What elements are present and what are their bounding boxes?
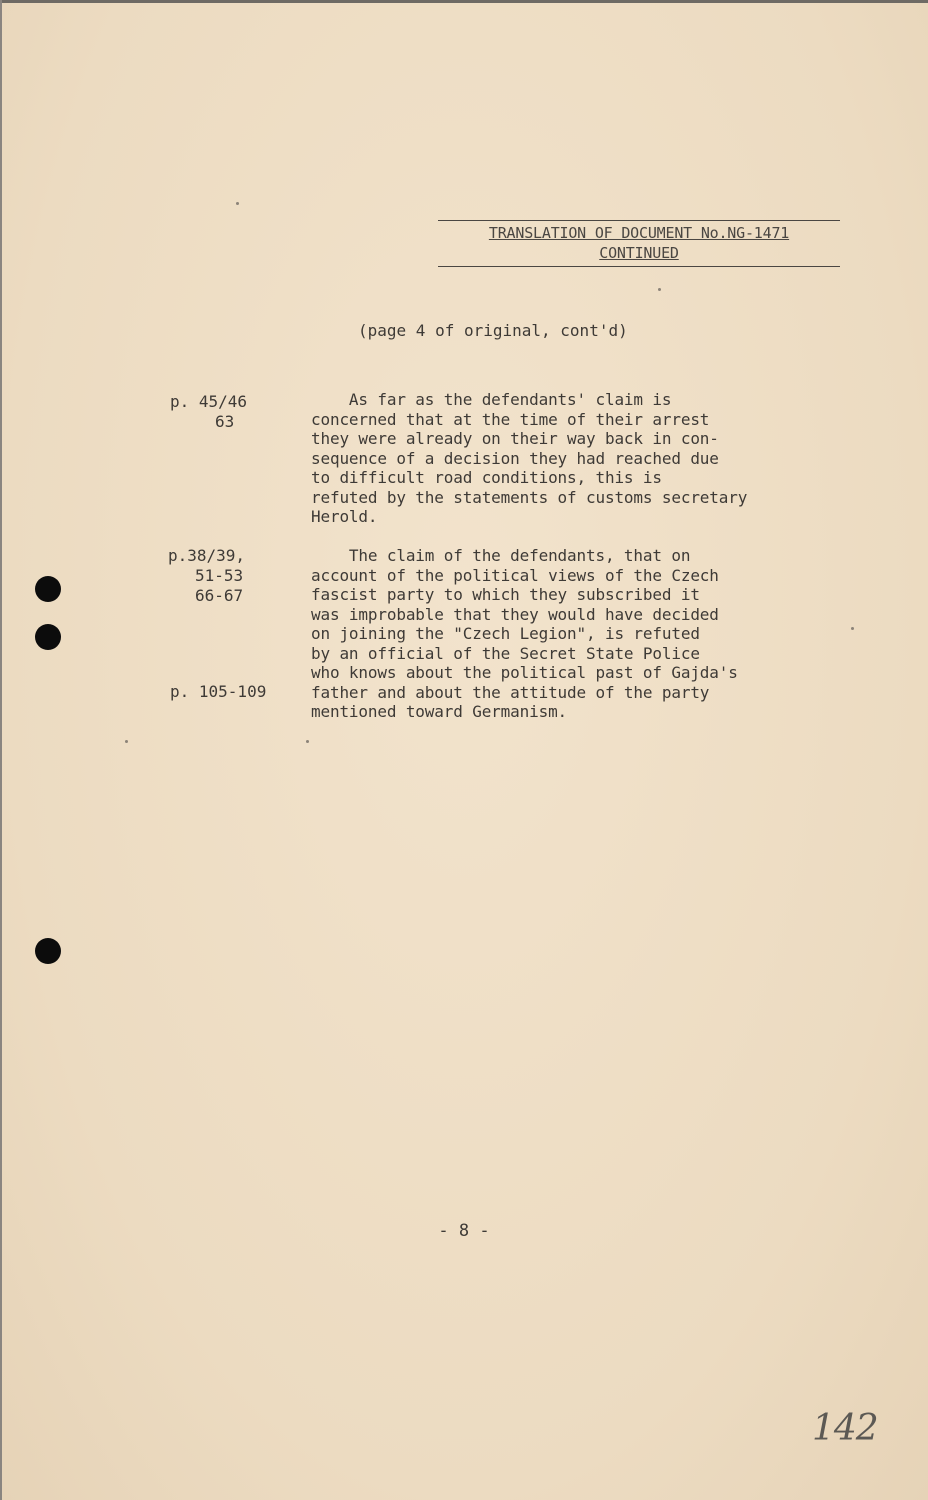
page-edge-top <box>0 0 928 3</box>
margin-reference: 63 <box>215 412 235 431</box>
handwritten-number: 142 <box>812 1408 878 1449</box>
punch-hole <box>35 938 61 964</box>
paper-speck <box>125 740 128 743</box>
paper-speck <box>236 202 239 205</box>
page-edge-left <box>0 0 2 1500</box>
paragraph-text: As far as the defendants' claim is concerned that at the time of their arrest they were already on their way back in con- sequence of a decision they had reached due to difficult road conditions, this is refuted by the statements of customs secretary Herold. <box>311 390 748 526</box>
page-number: - 8 - <box>438 1221 490 1241</box>
header-rule <box>438 266 840 267</box>
margin-reference: p. 105-109 <box>170 682 267 701</box>
punch-hole <box>35 624 61 650</box>
margin-reference: p. 45/46 <box>170 392 248 411</box>
paper-speck <box>851 627 854 630</box>
paper-speck <box>658 288 661 291</box>
header-subtitle: CONTINUED <box>599 244 679 262</box>
paper-speck <box>306 740 309 743</box>
document-header <box>438 220 840 267</box>
header-title: TRANSLATION OF DOCUMENT No.NG-1471 <box>438 220 840 243</box>
paragraph-text: The claim of the defendants, that on account of the political views of the Czech fascist party to which they subscribed it was improbable that they would have decided on joining the "Czech Legion", is refuted by an official of the Secret State Police who knows about the political past of Gajda's father and about the attitude of the party mentioned toward Germanism. <box>311 546 738 721</box>
page-note: (page 4 of original, cont'd) <box>358 321 628 340</box>
margin-reference: p.38/39, <box>168 546 246 565</box>
margin-reference: 66-67 <box>195 586 244 605</box>
margin-reference: 51-53 <box>195 566 244 585</box>
punch-hole <box>35 576 61 602</box>
